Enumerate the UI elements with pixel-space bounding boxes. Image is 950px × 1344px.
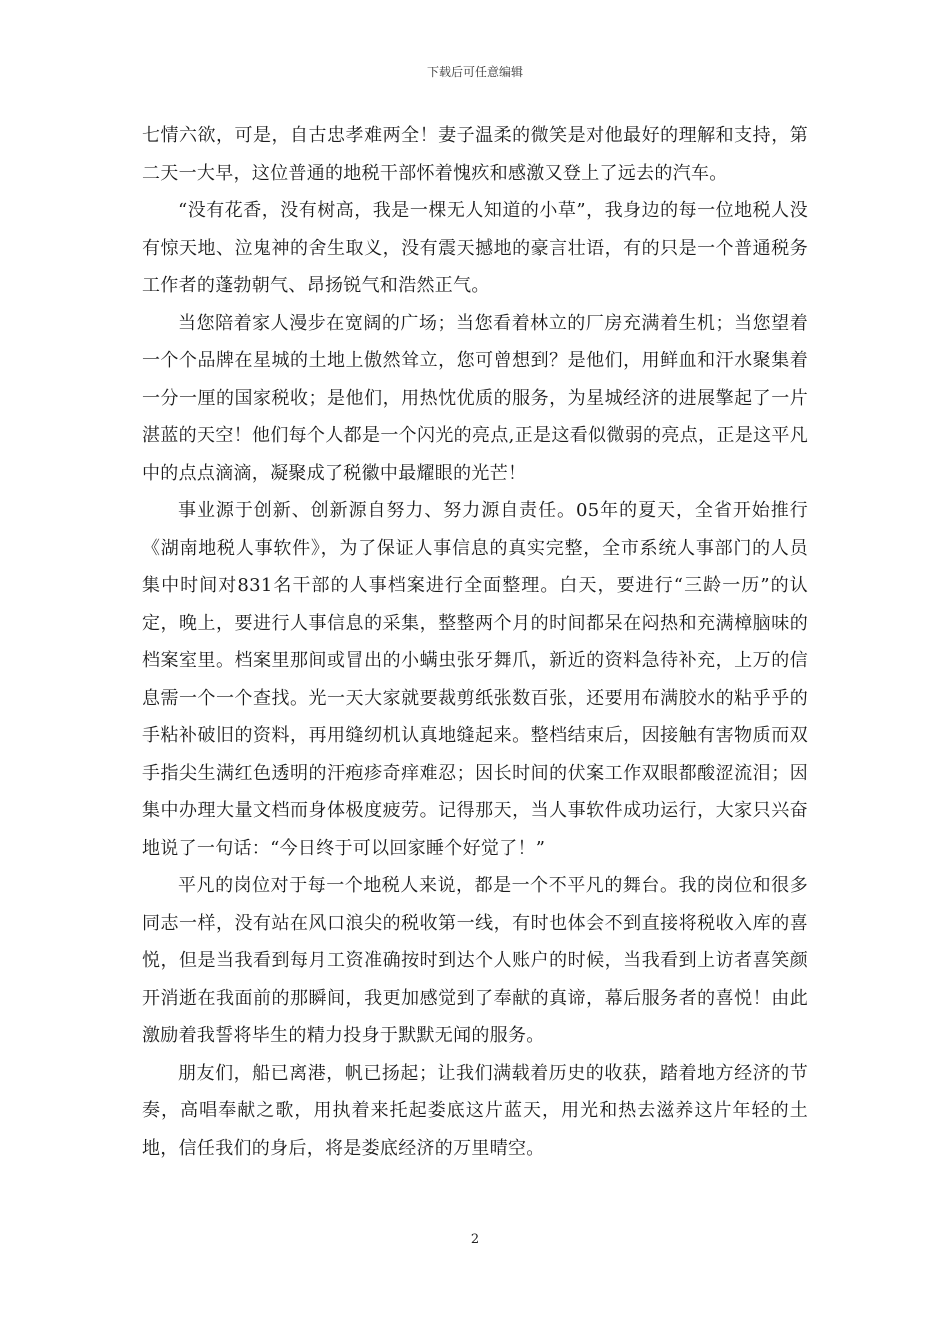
paragraph-1: 七情六欲，可是，自古忠孝难两全！妻子温柔的微笑是对他最好的理解和支持，第二天一大早，这位普通的地税干部怀着愧疚和感激又登上了远去的汽车。	[142, 125, 808, 184]
paragraph-2: “没有花香，没有树高，我是一棵无人知道的小草”，我身边的每一位地税人没有惊天地、泣鬼神的舍生取义，没有震天撼地的豪言壮语，有的只是一个普通税务工作者的蓬勃朝气、昂扬锐气和浩然正气。	[142, 200, 808, 296]
page-number: 2	[470, 1232, 480, 1247]
page-header: 下载后可任意编辑	[426, 65, 523, 79]
document-body	[142, 117, 808, 1167]
paragraph-5: 平凡的岗位对于每一个地税人来说，都是一个不平凡的舞台。我的岗位和很多同志一样，没有站在风口浪尖的税收第一线，有时也体会不到直接将税收入库的喜悦，但是当我看到每月工资准确按时到达个人账户的时候，当我看到上访者喜笑颜开消逝在我面前的那瞬间，我更加感觉到了奉献的真谛，幕后服务者的喜悦！由此激励着我誓将毕生的精力投身于默默无闻的服务。	[142, 875, 808, 1046]
paragraph-4: 事业源于创新、创新源自努力、努力源自责任。05年的夏天，全省开始推行《湖南地税人事软件》，为了保证人事信息的真实完整，全市系统人事部门的人员集中时间对831名干部的人事档案进行全面整理。白天，要进行“三龄一历”的认定，晚上，要进行人事信息的采集，整整两个月的时间都呆在闷热和充满樟脑味的档案室里。档案里那间或冒出的小螨虫张牙舞爪，新近的资料急待补充，上万的信息需一个一个查找。光一天大家就要裁剪纸张数百张，还要用布满胶水的粘乎乎的手粘补破旧的资料，再用缝纫机认真地缝起来。整档结束后，因接触有害物质而双手指尖生满红色透明的汗疱疹奇痒难忍；因长时间的伏案工作双眼都酸涩流泪；因集中办理大量文档而身体极度疲劳。记得那天，当人事软件成功运行，大家只兴奋地说了一句话：“今日终于可以回家睡个好觉了！”	[142, 500, 808, 859]
paragraph-6: 朋友们，船已离港，帆已扬起；让我们满载着历史的收获，踏着地方经济的节奏，高唱奉献之歌，用执着来托起娄底这片蓝天，用光和热去滋养这片年轻的土地，信任我们的身后，将是娄底经济的万里晴空。	[142, 1062, 808, 1159]
paragraph-3: 当您陪着家人漫步在宽阔的广场；当您看着林立的厂房充满着生机；当您望着一个个品牌在星城的土地上傲然耸立，您可曾想到？是他们，用鲜血和汗水聚集着一分一厘的国家税收；是他们，用热忱优质的服务，为星城经济的进展擎起了一片湛蓝的天空！他们每个人都是一个闪光的亮点,正是这看似微弱的亮点，正是这平凡中的点点滴滴，凝聚成了税徽中最耀眼的光芒！	[142, 312, 808, 484]
